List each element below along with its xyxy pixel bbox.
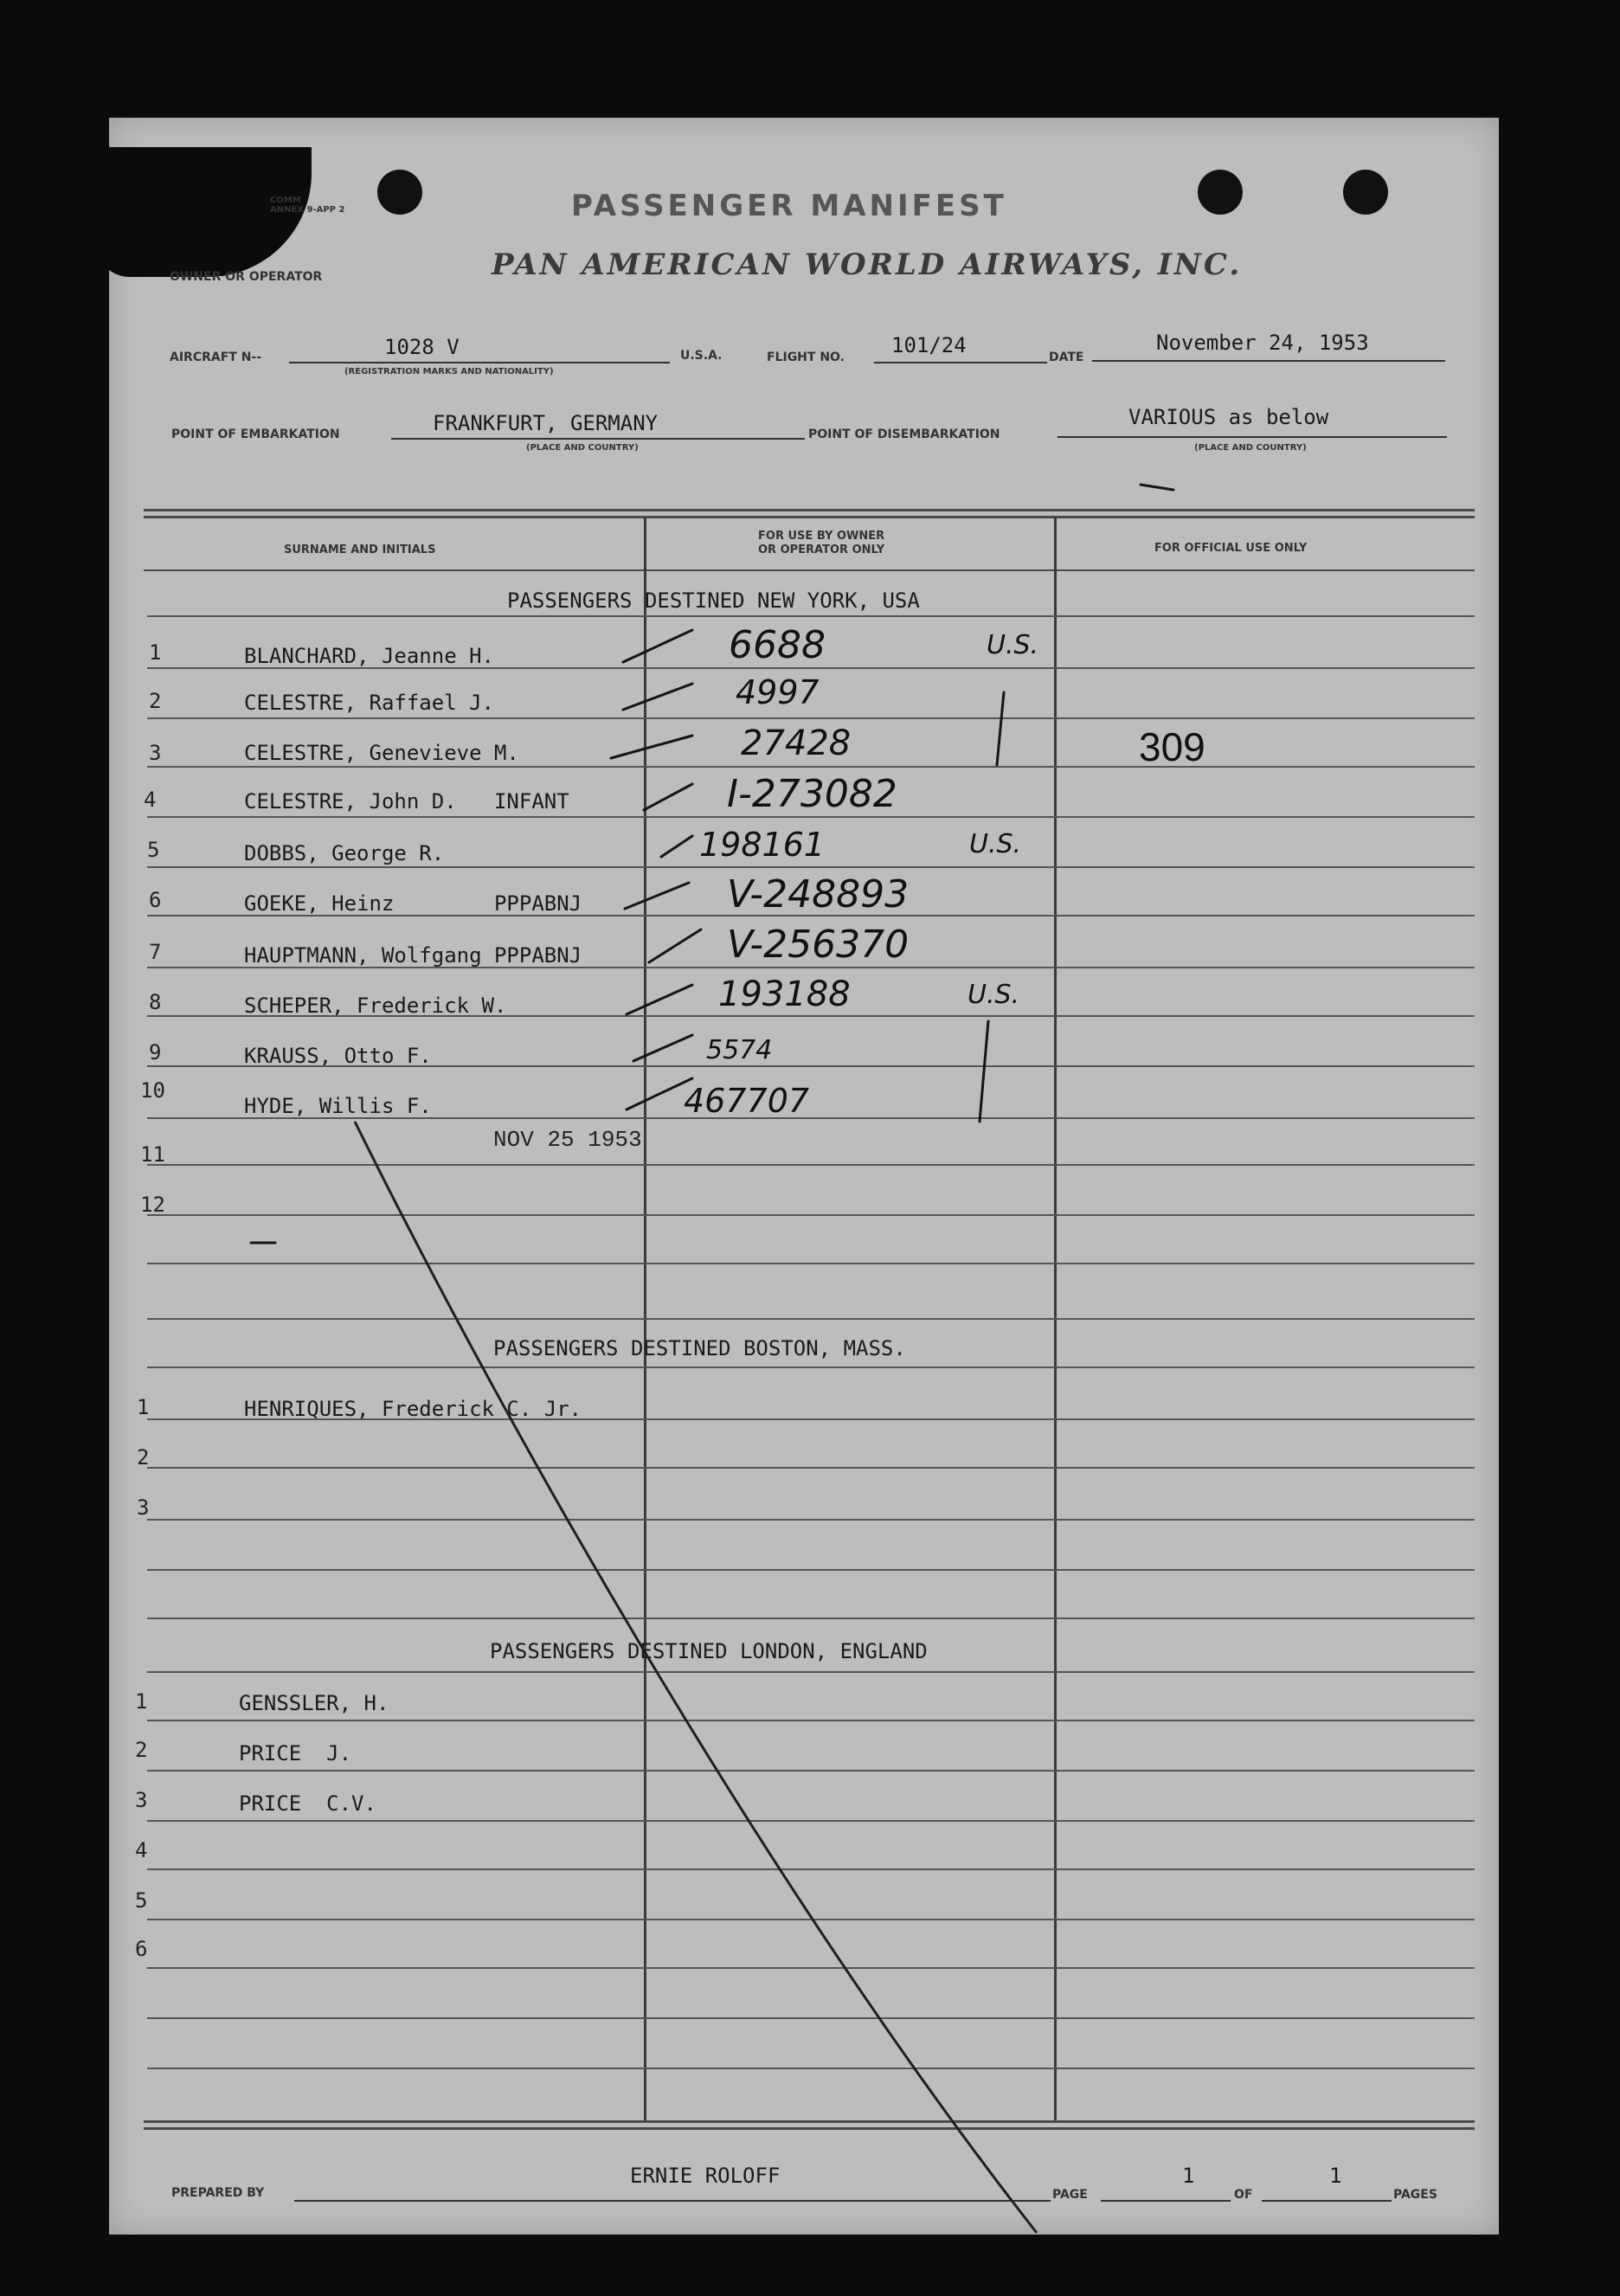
disembarkation-label: POINT OF DISEMBARKATION <box>808 428 1000 441</box>
received-date-stamp: NOV 25 1953 <box>493 1127 642 1153</box>
row-number: 3 <box>149 741 162 765</box>
row-number: 10 <box>140 1078 165 1103</box>
passport-number: 5574 <box>706 1035 773 1065</box>
usa-label: U.S.A. <box>680 349 723 363</box>
passport-number: 6688 <box>729 623 826 667</box>
dash-mark <box>1141 485 1173 490</box>
aircraft-caption: (REGISTRATION MARKS AND NATIONALITY) <box>344 367 554 376</box>
page-number: 1 <box>1182 2164 1195 2188</box>
row-number: 2 <box>149 689 162 713</box>
row-number: 1 <box>135 1689 148 1714</box>
flight-label: FLIGHT NO. <box>767 351 845 364</box>
tick-mark <box>627 985 692 1014</box>
row-number: 5 <box>135 1888 148 1913</box>
official-use-number: 309 <box>1139 724 1205 769</box>
passenger-name: HENRIQUES, Frederick C. Jr. <box>244 1397 582 1421</box>
total-pages: 1 <box>1329 2164 1342 2188</box>
passenger-name: PRICE J. <box>239 1741 352 1765</box>
row-number: 11 <box>140 1142 165 1167</box>
corner-note-line: COMM <box>270 196 301 205</box>
passenger-name: GENSSLER, H. <box>239 1691 389 1715</box>
section-heading: PASSENGERS DESTINED NEW YORK, USA <box>507 588 920 613</box>
tick-mark <box>611 736 692 758</box>
tick-mark <box>661 836 692 857</box>
tick-mark <box>623 684 692 710</box>
row-number: 4 <box>144 788 157 812</box>
tick-mark <box>649 929 701 962</box>
passport-number: 198161 <box>699 826 826 864</box>
section-heading: PASSENGERS DESTINED LONDON, ENGLAND <box>490 1639 928 1663</box>
passport-number: 467707 <box>684 1082 810 1120</box>
passenger-name: PRICE C.V. <box>239 1791 376 1816</box>
tick-mark <box>644 784 692 810</box>
passport-number: V-256370 <box>727 923 910 967</box>
row-number: 6 <box>135 1937 148 1961</box>
row-number: 3 <box>135 1788 148 1812</box>
passenger-name: HYDE, Willis F. <box>244 1094 432 1118</box>
date-label: DATE <box>1049 351 1084 364</box>
column-header-owner-use-line: FOR USE BY OWNER <box>758 530 885 543</box>
row-number: 5 <box>147 838 160 862</box>
row-number: 3 <box>137 1495 150 1520</box>
embarkation-value: FRANKFURT, GERMANY <box>433 411 659 435</box>
bracket-mark <box>980 1021 988 1122</box>
nationality-note: U.S. <box>969 829 1022 859</box>
passport-number: 4997 <box>736 673 820 711</box>
passenger-name: KRAUSS, Otto F. <box>244 1044 432 1068</box>
column-header-owner-use-line: OR OPERATOR ONLY <box>758 543 885 556</box>
row-number: 1 <box>137 1395 150 1419</box>
embarkation-caption: (PLACE AND COUNTRY) <box>526 443 639 453</box>
pages-label: PAGES <box>1393 2188 1437 2202</box>
tick-mark <box>625 883 689 909</box>
owner-label: OWNER OR OPERATOR <box>170 270 323 284</box>
airline-name: PAN AMERICAN WORLD AIRWAYS, INC. <box>492 248 1243 282</box>
passport-number: 193188 <box>718 974 851 1014</box>
section-heading: PASSENGERS DESTINED BOSTON, MASS. <box>493 1336 906 1360</box>
passport-number: V-248893 <box>727 872 910 916</box>
row-number: 12 <box>140 1193 165 1217</box>
row-number: 2 <box>137 1445 150 1470</box>
passport-number: I-273082 <box>727 772 897 816</box>
row-number: 9 <box>149 1040 162 1064</box>
prepared-by-label: PREPARED BY <box>171 2186 265 2200</box>
passenger-name: HAUPTMANN, Wolfgang PPPABNJ <box>244 943 582 968</box>
row-number: 4 <box>135 1838 148 1862</box>
row-number: 2 <box>135 1738 148 1762</box>
passenger-name: BLANCHARD, Jeanne H. <box>244 644 494 668</box>
nationality-note: U.S. <box>968 980 1020 1010</box>
nationality-note: U.S. <box>987 630 1039 660</box>
row-number: 1 <box>149 640 162 665</box>
column-header-surname: SURNAME AND INITIALS <box>284 543 436 556</box>
disembarkation-value: VARIOUS as below <box>1128 405 1329 429</box>
tick-mark <box>633 1035 692 1061</box>
disembarkation-caption: (PLACE AND COUNTRY) <box>1194 443 1307 453</box>
bracket-mark <box>997 692 1004 765</box>
row-number: 7 <box>149 940 162 964</box>
corner-note-line: ANNEX 9-APP 2 <box>270 205 345 215</box>
page-label: PAGE <box>1052 2188 1088 2202</box>
tick-mark <box>627 1078 692 1109</box>
prepared-by-value: ERNIE ROLOFF <box>630 2164 781 2188</box>
passenger-name: SCHEPER, Frederick W. <box>244 994 507 1018</box>
page-title: PASSENGER MANIFEST <box>571 189 1007 223</box>
of-label: OF <box>1234 2188 1253 2202</box>
date-value: November 24, 1953 <box>1156 331 1369 355</box>
embarkation-label: POINT OF EMBARKATION <box>171 428 340 441</box>
row-number: 8 <box>149 990 162 1014</box>
passenger-name: CELESTRE, Genevieve M. <box>244 741 519 765</box>
passenger-name: DOBBS, George R. <box>244 841 445 865</box>
row-number: 6 <box>149 888 162 912</box>
flight-value: 101/24 <box>891 333 967 357</box>
passenger-name: CELESTRE, John D. INFANT <box>244 789 569 814</box>
column-header-official: FOR OFFICIAL USE ONLY <box>1154 542 1308 555</box>
tick-mark <box>623 630 692 662</box>
aircraft-label: AIRCRAFT N-- <box>170 351 262 364</box>
passport-number: 27428 <box>741 724 852 763</box>
passenger-name: CELESTRE, Raffael J. <box>244 691 494 715</box>
strike-line <box>355 1122 1037 2233</box>
passenger-name: GOEKE, Heinz PPPABNJ <box>244 891 582 916</box>
aircraft-value: 1028 V <box>384 335 460 359</box>
